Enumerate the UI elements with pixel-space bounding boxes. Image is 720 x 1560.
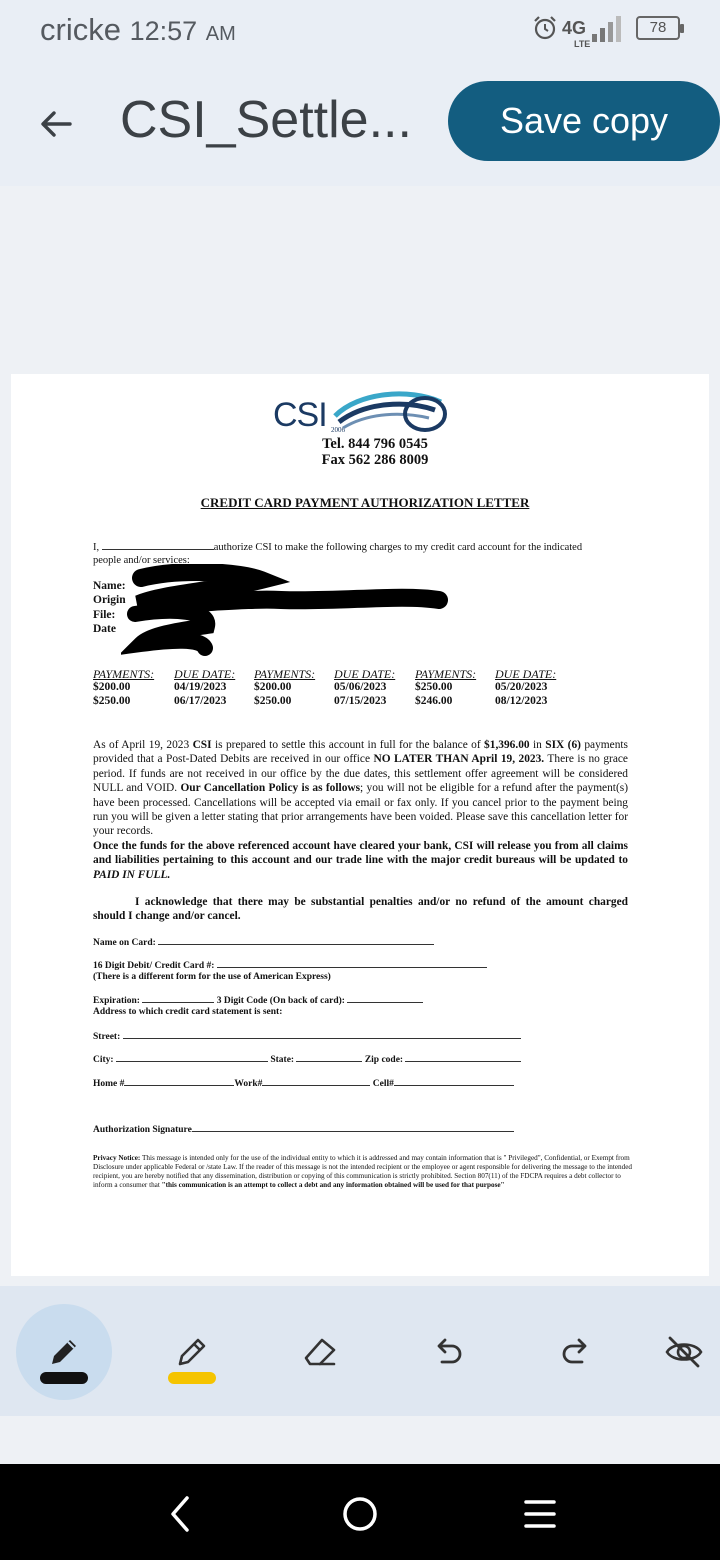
para-text: payments provided that a Post-Dated Debits are received in our office: [93, 739, 628, 766]
annotation-toolbar: [0, 1286, 720, 1416]
privacy-label: Privacy Notice:: [93, 1154, 141, 1162]
field-label: Cell#: [372, 1079, 394, 1089]
status-bar: [0, 0, 720, 62]
deadline-text: NO LATER THAN April 19, 2023.: [373, 753, 545, 766]
payments-header-3: PAYMENTS:: [415, 667, 477, 681]
privacy-text: This message is intended only for the use of the individual entity to which it is addressed and may contain information that is " Privileged", Confidential, or Exempt from Disclosure under applicable Federal or /state Law. If the reader of this message is not the intended recipient or the employee or agent responsible for delivering the message to the intended recipient, you are hereby notified that any dissemination, distribution or copying of this communication is strictly prohibited. Section 807(11) of the FDCPA requires a debt collector to inform a consumer that: [93, 1154, 633, 1189]
document-title: CSI_Settle...: [120, 91, 412, 149]
field-line: [142, 995, 214, 1003]
field-label: Authorization Signature: [93, 1125, 192, 1135]
field-line: [394, 1078, 514, 1086]
payments-header-1: PAYMENTS:: [93, 667, 155, 681]
company-phone: Tel. 844 796 0545: [322, 436, 428, 452]
intro-i: I,: [93, 542, 100, 553]
para-text: There is no grace period. If funds are not received in our office by the due dates, this settlement offer agreement will be considered NULL and VOID.: [93, 753, 628, 795]
hide-annotations-button[interactable]: [636, 1304, 720, 1400]
label-date: Date: [93, 623, 116, 635]
eraser-icon: [300, 1332, 340, 1372]
highlighter-tool-button[interactable]: [144, 1304, 240, 1400]
status-icons: [532, 14, 680, 49]
network-indicator: [561, 18, 591, 49]
field-line: [347, 995, 423, 1003]
field-line: [192, 1124, 514, 1132]
due-date-header-1: DUE DATE:: [174, 667, 236, 681]
logo-text: CSI: [273, 396, 327, 434]
field-label: Home #: [93, 1079, 125, 1089]
payment-cell: $250.00: [254, 695, 292, 707]
field-line: [217, 960, 487, 968]
redo-icon: [556, 1332, 596, 1372]
para-text: ; you will not be eligible for a refund after the payment(s) have been processed. Cancellations will be accepted via email or fax only. If you cancel prior to the payment being run you will be given a letter stating that prior arrangements have been voided. Please save this cancellation letter for your records.: [93, 782, 628, 838]
field-name-on-card: [93, 937, 434, 948]
field-phones: [93, 1078, 514, 1089]
field-line: [123, 1031, 521, 1039]
undo-button[interactable]: [400, 1304, 496, 1400]
label-name: Name:: [93, 580, 126, 592]
intro-text: authorize CSI to make the following charges to my credit card account for the indicated: [213, 542, 583, 553]
payment-count: SIX (6): [545, 739, 581, 751]
field-label: State:: [270, 1055, 295, 1065]
pen-color-swatch: [40, 1372, 88, 1384]
save-copy-button[interactable]: Save copy: [448, 81, 720, 161]
due-date-cell: 04/19/2023: [174, 681, 227, 693]
intro-line-2: people and/or services:: [93, 555, 190, 566]
payment-cell: $200.00: [254, 681, 292, 693]
field-label: Street:: [93, 1032, 121, 1042]
highlighter-icon: [172, 1332, 212, 1372]
document-page[interactable]: [11, 374, 709, 1276]
field-city: [93, 1054, 521, 1065]
arrow-back-icon: [36, 104, 76, 144]
field-label: 3 Digit Code (On back of card):: [216, 996, 345, 1006]
letter-title: CREDIT CARD PAYMENT AUTHORIZATION LETTER: [200, 495, 530, 510]
paid-in-full: PAID IN FULL.: [93, 868, 171, 881]
privacy-notice: [93, 1154, 633, 1190]
nav-home-icon: [340, 1494, 380, 1534]
due-date-header-2: DUE DATE:: [334, 667, 396, 681]
field-label: Expiration:: [93, 996, 140, 1006]
due-date-cell: 07/15/2023: [334, 695, 387, 707]
document-viewer[interactable]: [0, 186, 720, 1286]
para-text: As of April 19, 2023: [93, 739, 193, 751]
para-text: is prepared to settle this account in full for the balance of: [211, 739, 485, 751]
cancellation-policy-label: Our Cancellation Policy is as follows: [180, 782, 361, 795]
payment-cell: $200.00: [93, 681, 131, 693]
settlement-amount: $1,396.00: [484, 739, 530, 751]
visibility-off-icon: [664, 1332, 704, 1372]
nav-back-icon: [165, 1494, 195, 1534]
field-line: [158, 937, 434, 945]
app-header: [0, 62, 720, 186]
payment-cell: $246.00: [415, 695, 453, 707]
csi-logo: [273, 388, 453, 436]
due-date-cell: 06/17/2023: [174, 695, 227, 707]
field-line: [405, 1054, 521, 1062]
field-label: Name on Card:: [93, 938, 156, 948]
pen-icon: [44, 1332, 84, 1372]
carrier-name: cricke: [40, 12, 121, 47]
redaction-marks: [121, 564, 461, 664]
field-card-number: [93, 960, 487, 971]
label-file: File:: [93, 609, 116, 621]
signal-icon: [590, 14, 626, 42]
network-subtype: LTE: [573, 39, 591, 49]
field-line: [262, 1078, 370, 1086]
para-bold: CSI: [192, 739, 212, 751]
field-street: [93, 1031, 521, 1042]
field-line: [116, 1054, 268, 1062]
status-carrier: [40, 12, 236, 48]
nav-recents-button[interactable]: [510, 1484, 570, 1544]
field-line: [124, 1078, 234, 1086]
highlighter-color-swatch: [168, 1372, 216, 1384]
payments-header-2: PAYMENTS:: [254, 667, 316, 681]
nav-home-button[interactable]: [330, 1484, 390, 1544]
back-button[interactable]: [30, 98, 82, 150]
label-origin: Origin: [93, 594, 126, 606]
nav-back-button[interactable]: [150, 1484, 210, 1544]
privacy-bold: "this communication is an attempt to collect a debt and any information obtained will be used for that purpose": [161, 1181, 505, 1189]
field-label: City:: [93, 1055, 114, 1065]
due-date-cell: 08/12/2023: [495, 695, 548, 707]
para-text: in: [529, 739, 546, 751]
undo-icon: [428, 1332, 468, 1372]
battery-icon: [636, 16, 680, 40]
intro-line: [93, 541, 582, 554]
company-fax: Fax 562 286 8009: [321, 452, 429, 468]
nav-recents-icon: [520, 1494, 560, 1534]
field-label: Work#: [234, 1079, 263, 1089]
settlement-paragraph: [93, 738, 628, 882]
field-line: [296, 1054, 362, 1062]
alarm-icon: [532, 15, 558, 41]
battery-level: 78: [649, 19, 667, 36]
amex-note: (There is a different form for the use of American Express): [93, 972, 331, 982]
due-date-header-3: DUE DATE:: [495, 667, 557, 681]
field-expiration: [93, 995, 423, 1006]
logo-year: 2006: [331, 426, 345, 434]
due-date-cell: 05/20/2023: [495, 681, 548, 693]
release-paragraph: Once the funds for the above referenced account have cleared your bank, CSI will release you from all claims and liabilities pertaining to this account and our trade line with the major credit bureaus will be updated to: [93, 839, 628, 867]
status-ampm: AM: [205, 23, 236, 45]
field-signature: [93, 1124, 514, 1135]
payment-cell: $250.00: [93, 695, 131, 707]
payment-cell: $250.00: [415, 681, 453, 693]
redo-button[interactable]: [528, 1304, 624, 1400]
status-time: 12:57: [129, 16, 198, 46]
acknowledgement: I acknowledge that there may be substantial penalties and/or no refund of the amount charged should I change and/or cancel.: [93, 896, 628, 923]
system-nav-bar: [0, 1464, 720, 1560]
network-type: 4G: [561, 18, 586, 38]
due-date-cell: 05/06/2023: [334, 681, 387, 693]
intro-blank: [102, 542, 214, 550]
pen-tool-button[interactable]: [16, 1304, 112, 1400]
address-note: Address to which credit card statement is sent:: [93, 1007, 283, 1017]
field-label: Zip code:: [364, 1055, 404, 1065]
eraser-tool-button[interactable]: [272, 1304, 368, 1400]
logo-swoosh-icon: [329, 388, 449, 436]
field-label: 16 Digit Debit/ Credit Card #:: [93, 961, 215, 971]
